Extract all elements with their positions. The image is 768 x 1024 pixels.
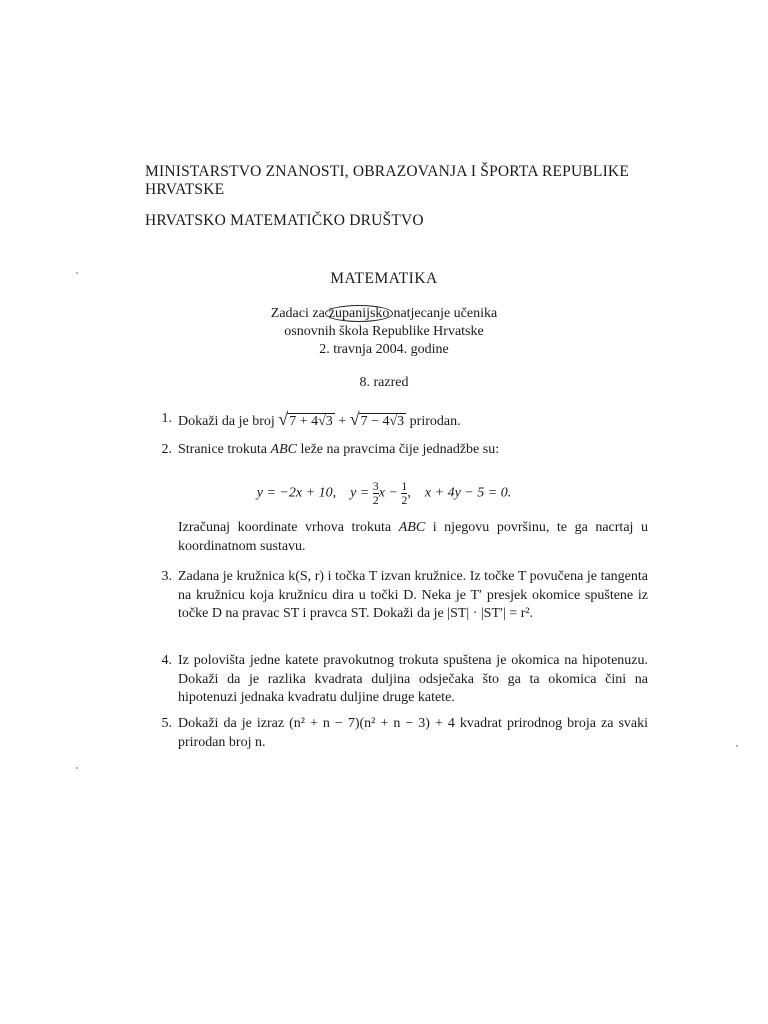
scan-speck — [736, 745, 738, 747]
document-title: MATEMATIKA — [330, 270, 438, 287]
followup-text: Izračunaj koordinate vrhova trokuta — [178, 520, 392, 535]
sqrt-sign: √ — [349, 409, 360, 429]
society-heading: HRVATSKO MATEMATIČKO DRUŠTVO — [145, 212, 424, 229]
equation-2-end: , — [407, 485, 411, 501]
equation-1: y = −2x + 10, — [256, 485, 337, 501]
equation-3: x + 4y − 5 = 0. — [424, 485, 512, 501]
problem-text: Dokaži da je broj — [178, 414, 275, 429]
problem-4 — [158, 652, 648, 708]
problem-number: 3. — [161, 569, 172, 584]
problem-text-end: leže na pravcima čije jednadžbe su: — [300, 442, 500, 457]
problem-text: Zadana je kružnica k(S, r) i točka T izvan kružnice. Iz točke T povučena je tangenta na kružnicu koja kružnicu dira u točki D. Neka je T′ presjek okomice spuštene iz točke D na pravac ST i pravca ST. Dokaži da je |ST| · |ST′| = r². — [178, 569, 648, 621]
problem-number: 5. — [161, 716, 172, 731]
plus-sign: + — [338, 414, 347, 429]
radicand-1: 7 + 4√3 — [289, 414, 333, 429]
grade-label: 8. razred — [359, 375, 409, 390]
problem-text: Dokaži da je izraz (n² + n − 7)(n² + n − 3) + 4 kvadrat prirodnog broja za svaki prirodan broj n. — [178, 716, 648, 750]
subtitle-suffix: natjecanje učenika — [393, 306, 498, 321]
subtitle-line-2: osnovnih škola Republike Hrvatske — [284, 324, 484, 339]
subtitle-line-1 — [0, 305, 768, 322]
problem-2-followup — [158, 519, 648, 556]
problem-3 — [158, 568, 648, 624]
subtitle-prefix: Zadaci za — [270, 306, 325, 321]
problem-text-end: prirodan. — [409, 414, 461, 429]
problem-5 — [158, 715, 648, 752]
problem-number: 2. — [161, 442, 172, 457]
scan-speck — [76, 767, 78, 769]
equation-2-mid: x − — [378, 485, 398, 501]
circled-word: županijsko — [325, 305, 394, 322]
problem-2 — [158, 441, 648, 460]
problem-1 — [158, 410, 648, 432]
equations-line — [0, 480, 768, 507]
radicand-2: 7 − 4√3 — [360, 414, 405, 429]
problem-text: Stranice trokuta — [178, 442, 268, 457]
triangle-name: ABC — [398, 520, 426, 535]
subtitle-date: 2. travnja 2004. godine — [319, 342, 449, 357]
scan-speck — [76, 272, 78, 274]
ministry-heading: MINISTARSTVO ZNANOSTI, OBRAZOVANJA I ŠPORTA REPUBLIKE HRVATSKE — [145, 163, 629, 198]
equation-2-start: y = — [350, 485, 370, 501]
fraction-three-halves: $\frac{3}{2}$ — [372, 479, 379, 507]
triangle-name: ABC — [270, 442, 297, 457]
problem-number: 1. — [161, 411, 172, 426]
problem-text: Iz polovišta jedne katete pravokutnog trokuta spuštena je okomica na hipotenuzu. Dokaži da je razlika kvadrata duljina odsječaka što ga ta okomica čini na hipotenuzi jednaka kvadratu duljine druge katete. — [178, 653, 648, 705]
followup-text-end: i njegovu površinu, te ga nacrtaj u koordinatnom sustavu. — [178, 520, 648, 554]
problem-number: 4. — [161, 653, 172, 668]
sqrt-sign: √ — [278, 409, 289, 429]
fraction-one-half: $\frac{1}{2}$ — [401, 479, 408, 507]
